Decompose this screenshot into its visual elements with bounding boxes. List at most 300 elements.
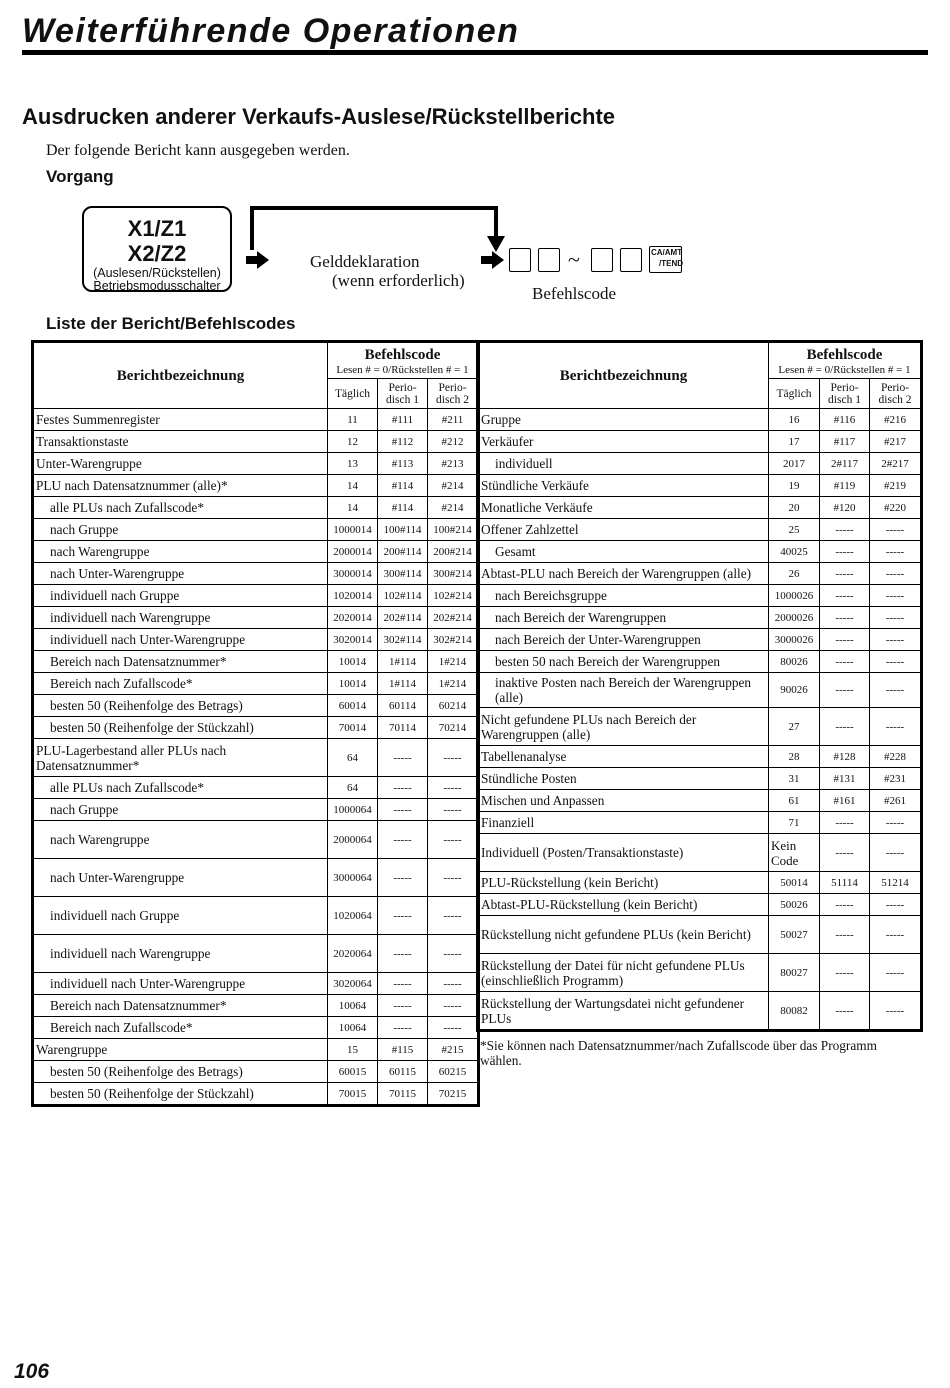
code-period1-cell: 200#114 — [378, 541, 428, 563]
code-period1-cell: 102#114 — [378, 585, 428, 607]
table-row — [479, 708, 921, 746]
code-period1-cell: ----- — [820, 541, 870, 563]
table-row — [34, 541, 478, 563]
code-period2-cell: ----- — [428, 1017, 478, 1039]
table-row — [34, 799, 478, 821]
mode-caption-1: (Auslesen/Rückstellen) — [93, 266, 221, 280]
code-period1-cell: 302#114 — [378, 629, 428, 651]
report-name-cell: nach Gruppe — [34, 519, 328, 541]
key-label-bottom: /TEND — [659, 259, 683, 268]
code-daily-cell: 80082 — [769, 992, 820, 1030]
report-name-cell: Nicht gefundene PLUs nach Bereich der Warengruppen (alle) — [479, 708, 769, 746]
code-period1-cell: #113 — [378, 453, 428, 475]
table-row — [34, 973, 478, 995]
intro-text: Der folgende Bericht kann ausgegeben werden. — [46, 142, 350, 159]
code-daily-cell: 15 — [328, 1039, 378, 1061]
code-period1-cell: #131 — [820, 768, 870, 790]
col-header-code — [328, 343, 478, 379]
report-name-cell: Warengruppe — [34, 1039, 328, 1061]
report-name-cell: Finanziell — [479, 812, 769, 834]
report-name-cell: Festes Summenregister — [34, 409, 328, 431]
report-name-cell: nach Warengruppe — [34, 821, 328, 859]
report-name-cell: nach Bereich der Unter-Warengruppen — [479, 629, 769, 651]
table-row — [479, 790, 921, 812]
code-period1-cell: 100#114 — [378, 519, 428, 541]
code-period2-cell: 202#214 — [428, 607, 478, 629]
report-name-cell: Monatliche Verkäufe — [479, 497, 769, 519]
code-period2-cell: ----- — [870, 541, 921, 563]
code-period2-cell: ----- — [870, 607, 921, 629]
code-period1-cell: ----- — [820, 585, 870, 607]
code-period1-cell: ----- — [378, 973, 428, 995]
mode-line-2: X2/Z2 — [127, 241, 187, 266]
read-reset-label: Lesen # = 0/Rückstellen # = 1 — [778, 363, 911, 376]
code-period2-cell: 70214 — [428, 717, 478, 739]
code-period1-cell: #114 — [378, 497, 428, 519]
report-name-cell: individuell — [479, 453, 769, 475]
table-row — [479, 651, 921, 673]
table-row — [34, 717, 478, 739]
report-name-cell: individuell nach Warengruppe — [34, 607, 328, 629]
report-table-left — [33, 342, 478, 1105]
report-name-cell: Verkäufer — [479, 431, 769, 453]
table-row — [34, 629, 478, 651]
code-period1-cell: ----- — [820, 629, 870, 651]
period1-line1: Perio- — [830, 381, 859, 394]
declaration-note: (wenn erforderlich) — [332, 271, 465, 290]
report-name-cell: PLU nach Datensatznummer (alle)* — [34, 475, 328, 497]
code-daily-cell: 1000014 — [328, 519, 378, 541]
report-name-cell: PLU-Lagerbestand aller PLUs nach Datensatznummer* — [34, 739, 328, 777]
code-period1-cell: #161 — [820, 790, 870, 812]
report-name-cell: Gesamt — [479, 541, 769, 563]
table-row — [34, 453, 478, 475]
period2-line2: disch 2 — [878, 393, 912, 406]
code-daily-cell: 2020064 — [328, 935, 378, 973]
col-header-daily: Täglich — [328, 379, 378, 409]
code-daily-cell: 3000014 — [328, 563, 378, 585]
code-period1-cell: ----- — [378, 821, 428, 859]
report-name-cell: Transaktionstaste — [34, 431, 328, 453]
command-code-label: Befehlscode — [532, 284, 617, 303]
code-period2-cell: ----- — [428, 935, 478, 973]
report-name-cell: Tabellenanalyse — [479, 746, 769, 768]
code-daily-cell: 12 — [328, 431, 378, 453]
code-period1-cell: ----- — [820, 708, 870, 746]
code-period1-cell: ----- — [820, 563, 870, 585]
code-period1-cell: 2#117 — [820, 453, 870, 475]
code-daily-cell: 10064 — [328, 995, 378, 1017]
period2-line1: Perio- — [438, 381, 467, 394]
code-daily-cell: 14 — [328, 475, 378, 497]
code-period2-cell: #213 — [428, 453, 478, 475]
code-period2-cell: #211 — [428, 409, 478, 431]
code-period2-cell: ----- — [870, 834, 921, 872]
mode-caption-2: Betriebsmodusschalter — [93, 279, 221, 293]
table-row — [479, 563, 921, 585]
table-row — [34, 607, 478, 629]
code-daily-cell: 3020014 — [328, 629, 378, 651]
table-row — [34, 585, 478, 607]
report-name-cell: Gruppe — [479, 409, 769, 431]
table-row — [34, 673, 478, 695]
table-row — [34, 995, 478, 1017]
code-daily-cell: 71 — [769, 812, 820, 834]
code-period1-cell: 202#114 — [378, 607, 428, 629]
code-period1-cell: ----- — [378, 739, 428, 777]
code-daily-cell: 3020064 — [328, 973, 378, 995]
table-row — [34, 859, 478, 897]
table-row — [479, 992, 921, 1030]
table-row — [479, 768, 921, 790]
code-daily-cell: 80027 — [769, 954, 820, 992]
period2-line2: disch 2 — [436, 393, 469, 406]
code-period2-cell: ----- — [870, 894, 921, 916]
table-row — [34, 1017, 478, 1039]
report-table-right — [478, 342, 921, 1030]
report-name-cell: besten 50 (Reihenfolge der Stückzahl) — [34, 1083, 328, 1105]
code-period2-cell: #216 — [870, 409, 921, 431]
table-row — [479, 812, 921, 834]
table-row — [479, 541, 921, 563]
page-number: 106 — [14, 1360, 50, 1383]
code-period1-cell: ----- — [378, 799, 428, 821]
table-row — [34, 563, 478, 585]
code-daily-cell: 31 — [769, 768, 820, 790]
table-row — [34, 475, 478, 497]
table-row — [479, 453, 921, 475]
report-name-cell: nach Warengruppe — [34, 541, 328, 563]
col-header-period1 — [378, 379, 428, 409]
table-row — [479, 834, 921, 872]
code-period2-cell: ----- — [870, 992, 921, 1030]
table-row — [34, 519, 478, 541]
col-header-daily: Täglich — [769, 379, 820, 409]
table-row — [479, 431, 921, 453]
code-period2-cell: ----- — [870, 673, 921, 708]
code-daily-cell: 17 — [769, 431, 820, 453]
code-period1-cell: ----- — [820, 954, 870, 992]
bypass-arrowhead — [487, 236, 505, 252]
code-period2-cell: ----- — [870, 651, 921, 673]
code-daily-cell: 70014 — [328, 717, 378, 739]
report-name-cell: Stündliche Posten — [479, 768, 769, 790]
table-row — [34, 1061, 478, 1083]
report-name-cell: Mischen und Anpassen — [479, 790, 769, 812]
report-name-cell: besten 50 (Reihenfolge des Betrags) — [34, 695, 328, 717]
code-period1-cell: #111 — [378, 409, 428, 431]
code-daily-cell: 1000026 — [769, 585, 820, 607]
report-name-cell: besten 50 nach Bereich der Warengruppen — [479, 651, 769, 673]
code-period1-cell: ----- — [378, 777, 428, 799]
report-name-cell: nach Unter-Warengruppe — [34, 563, 328, 585]
code-daily-cell: 60014 — [328, 695, 378, 717]
report-name-cell: nach Unter-Warengruppe — [34, 859, 328, 897]
table-row — [479, 519, 921, 541]
numeric-key — [620, 248, 642, 272]
code-daily-cell: 27 — [769, 708, 820, 746]
code-period1-cell: ----- — [378, 935, 428, 973]
table-row — [479, 497, 921, 519]
report-name-cell: Rückstellung nicht gefundene PLUs (kein Bericht) — [479, 916, 769, 954]
code-daily-cell: 19 — [769, 475, 820, 497]
table-row — [34, 1039, 478, 1061]
code-period2-cell: ----- — [428, 739, 478, 777]
code-daily-cell: 14 — [328, 497, 378, 519]
code-daily-cell: 1020064 — [328, 897, 378, 935]
code-daily-cell: 61 — [769, 790, 820, 812]
code-period2-cell: 102#214 — [428, 585, 478, 607]
code-period1-cell: ----- — [820, 894, 870, 916]
code-period2-cell: ----- — [428, 799, 478, 821]
code-daily-cell: Kein Code — [769, 834, 820, 872]
col-header-name: Berichtbezeichnung — [479, 343, 769, 409]
code-period1-cell: #116 — [820, 409, 870, 431]
code-header-label: Befehlscode — [364, 346, 441, 363]
table-row — [479, 954, 921, 992]
col-header-period2 — [870, 379, 921, 409]
table-row — [34, 777, 478, 799]
code-daily-cell: 60015 — [328, 1061, 378, 1083]
code-period2-cell: 51214 — [870, 872, 921, 894]
mode-line-1: X1/Z1 — [127, 216, 187, 241]
code-daily-cell: 64 — [328, 739, 378, 777]
code-daily-cell: 2000064 — [328, 821, 378, 859]
code-daily-cell: 2000014 — [328, 541, 378, 563]
code-daily-cell: 90026 — [769, 673, 820, 708]
report-name-cell: Bereich nach Zufallscode* — [34, 673, 328, 695]
code-period2-cell: ----- — [428, 777, 478, 799]
tilde-symbol: ~ — [568, 247, 580, 272]
report-name-cell: Unter-Warengruppe — [34, 453, 328, 475]
report-name-cell: nach Bereich der Warengruppen — [479, 607, 769, 629]
table-row — [34, 1083, 478, 1105]
code-period2-cell: 302#214 — [428, 629, 478, 651]
list-heading: Liste der Bericht/Befehlscodes — [46, 314, 296, 333]
code-period2-cell: #219 — [870, 475, 921, 497]
code-daily-cell: 26 — [769, 563, 820, 585]
code-period2-cell: #220 — [870, 497, 921, 519]
code-header-label: Befehlscode — [806, 346, 883, 363]
col-header-name: Berichtbezeichnung — [34, 343, 328, 409]
code-daily-cell: 70015 — [328, 1083, 378, 1105]
code-daily-cell: 20 — [769, 497, 820, 519]
code-period2-cell: ----- — [428, 859, 478, 897]
report-name-cell: alle PLUs nach Zufallscode* — [34, 777, 328, 799]
code-daily-cell: 1020014 — [328, 585, 378, 607]
period1-line2: disch 1 — [828, 393, 861, 406]
table-row — [34, 497, 478, 519]
report-name-cell: individuell nach Unter-Warengruppe — [34, 629, 328, 651]
ca-amt-tend-key — [649, 246, 682, 273]
table-row — [34, 431, 478, 453]
code-daily-cell: 80026 — [769, 651, 820, 673]
report-name-cell: Stündliche Verkäufe — [479, 475, 769, 497]
code-period2-cell: ----- — [870, 563, 921, 585]
code-period1-cell: ----- — [820, 834, 870, 872]
declaration-label: Gelddeklaration — [310, 252, 420, 271]
code-period2-cell: ----- — [870, 708, 921, 746]
arrow-right-icon — [246, 251, 269, 269]
code-period2-cell: 60215 — [428, 1061, 478, 1083]
report-name-cell: individuell nach Warengruppe — [34, 935, 328, 973]
code-period2-cell: #212 — [428, 431, 478, 453]
code-daily-cell: 50014 — [769, 872, 820, 894]
code-daily-cell: 25 — [769, 519, 820, 541]
report-name-cell: individuell nach Gruppe — [34, 585, 328, 607]
code-period1-cell: 51114 — [820, 872, 870, 894]
table-row — [34, 409, 478, 431]
procedure-heading: Vorgang — [46, 167, 114, 186]
code-period2-cell: 100#214 — [428, 519, 478, 541]
code-period1-cell: 1#114 — [378, 673, 428, 695]
report-name-cell: Rückstellung der Datei für nicht gefundene PLUs (einschließlich Programm) — [479, 954, 769, 992]
col-header-code — [769, 343, 921, 379]
code-period2-cell: ----- — [870, 954, 921, 992]
report-name-cell: Bereich nach Zufallscode* — [34, 1017, 328, 1039]
code-period1-cell: ----- — [820, 673, 870, 708]
read-reset-label: Lesen # = 0/Rückstellen # = 1 — [336, 363, 469, 376]
report-name-cell: Abtast-PLU-Rückstellung (kein Bericht) — [479, 894, 769, 916]
code-daily-cell: 40025 — [769, 541, 820, 563]
code-period1-cell: #117 — [820, 431, 870, 453]
report-name-cell: individuell nach Gruppe — [34, 897, 328, 935]
code-daily-cell: 64 — [328, 777, 378, 799]
table-row — [34, 821, 478, 859]
report-name-cell: PLU-Rückstellung (kein Bericht) — [479, 872, 769, 894]
period2-line1: Perio- — [880, 381, 910, 394]
code-daily-cell: 28 — [769, 746, 820, 768]
code-daily-cell: 10064 — [328, 1017, 378, 1039]
code-period1-cell: 1#114 — [378, 651, 428, 673]
code-period2-cell: 60214 — [428, 695, 478, 717]
report-name-cell: besten 50 (Reihenfolge des Betrags) — [34, 1061, 328, 1083]
report-name-cell: alle PLUs nach Zufallscode* — [34, 497, 328, 519]
code-period2-cell: #215 — [428, 1039, 478, 1061]
code-daily-cell: 50026 — [769, 894, 820, 916]
period1-line2: disch 1 — [386, 393, 419, 406]
table-row — [479, 409, 921, 431]
code-period2-cell: ----- — [870, 585, 921, 607]
code-period1-cell: #112 — [378, 431, 428, 453]
code-period1-cell: #115 — [378, 1039, 428, 1061]
report-name-cell: nach Bereichsgruppe — [479, 585, 769, 607]
code-period1-cell: 70114 — [378, 717, 428, 739]
report-name-cell: Individuell (Posten/Transaktionstaste) — [479, 834, 769, 872]
page-title: Weiterführende Operationen — [22, 12, 520, 50]
code-period2-cell: ----- — [870, 812, 921, 834]
code-period2-cell: ----- — [428, 821, 478, 859]
code-daily-cell: 11 — [328, 409, 378, 431]
table-row — [34, 695, 478, 717]
code-period1-cell: #119 — [820, 475, 870, 497]
code-period1-cell: 60114 — [378, 695, 428, 717]
key-label-top: CA/AMT — [651, 248, 683, 257]
code-period1-cell: 60115 — [378, 1061, 428, 1083]
code-daily-cell: 10014 — [328, 651, 378, 673]
procedure-arrows — [0, 0, 950, 320]
bypass-line — [252, 208, 496, 250]
table-row — [479, 916, 921, 954]
code-period1-cell: 70115 — [378, 1083, 428, 1105]
numeric-key — [509, 248, 531, 272]
code-period2-cell: 1#214 — [428, 673, 478, 695]
table-row — [479, 894, 921, 916]
table-row — [479, 746, 921, 768]
code-period1-cell: ----- — [378, 859, 428, 897]
code-period2-cell: #217 — [870, 431, 921, 453]
report-name-cell: besten 50 (Reihenfolge der Stückzahl) — [34, 717, 328, 739]
code-period2-cell: #214 — [428, 475, 478, 497]
code-period1-cell: ----- — [378, 897, 428, 935]
arrow-right-icon — [481, 251, 504, 269]
code-daily-cell: 10014 — [328, 673, 378, 695]
numeric-key — [591, 248, 613, 272]
code-daily-cell: 16 — [769, 409, 820, 431]
table-row — [34, 897, 478, 935]
code-daily-cell: 2020014 — [328, 607, 378, 629]
report-name-cell: Bereich nach Datensatznummer* — [34, 651, 328, 673]
code-period1-cell: ----- — [820, 916, 870, 954]
table-row — [479, 585, 921, 607]
col-header-period2 — [428, 379, 478, 409]
code-period2-cell: #228 — [870, 746, 921, 768]
table-row — [34, 651, 478, 673]
code-period1-cell: #114 — [378, 475, 428, 497]
code-period2-cell: 300#214 — [428, 563, 478, 585]
report-name-cell: individuell nach Unter-Warengruppe — [34, 973, 328, 995]
col-header-period1 — [820, 379, 870, 409]
code-period2-cell: ----- — [870, 519, 921, 541]
table-row — [34, 739, 478, 777]
report-name-cell: Bereich nach Datensatznummer* — [34, 995, 328, 1017]
section-title: Ausdrucken anderer Verkaufs-Auslese/Rückstellberichte — [22, 104, 616, 129]
code-period1-cell: ----- — [378, 1017, 428, 1039]
table-row — [479, 673, 921, 708]
table-row — [479, 629, 921, 651]
code-period2-cell: 70215 — [428, 1083, 478, 1105]
numeric-key — [538, 248, 560, 272]
table-row — [34, 935, 478, 973]
code-period2-cell: #214 — [428, 497, 478, 519]
code-period2-cell: ----- — [870, 916, 921, 954]
code-daily-cell: 2000026 — [769, 607, 820, 629]
report-name-cell: Abtast-PLU nach Bereich der Warengruppen (alle) — [479, 563, 769, 585]
code-period2-cell: 200#214 — [428, 541, 478, 563]
period1-line1: Perio- — [388, 381, 417, 394]
report-name-cell: Offener Zahlzettel — [479, 519, 769, 541]
code-period1-cell: 300#114 — [378, 563, 428, 585]
code-daily-cell: 50027 — [769, 916, 820, 954]
code-period2-cell: 2#217 — [870, 453, 921, 475]
report-name-cell: nach Gruppe — [34, 799, 328, 821]
code-period1-cell: ----- — [820, 992, 870, 1030]
code-period2-cell: ----- — [428, 973, 478, 995]
table-row — [479, 607, 921, 629]
table-row — [479, 475, 921, 497]
report-name-cell: Rückstellung der Wartungsdatei nicht gefundener PLUs — [479, 992, 769, 1030]
code-period2-cell: ----- — [428, 995, 478, 1017]
report-name-cell: inaktive Posten nach Bereich der Warengruppen (alle) — [479, 673, 769, 708]
code-period1-cell: ----- — [820, 607, 870, 629]
code-period1-cell: #120 — [820, 497, 870, 519]
code-period1-cell: ----- — [820, 812, 870, 834]
code-daily-cell: 3000026 — [769, 629, 820, 651]
code-period1-cell: ----- — [820, 519, 870, 541]
code-period1-cell: ----- — [378, 995, 428, 1017]
code-daily-cell: 13 — [328, 453, 378, 475]
code-period2-cell: 1#214 — [428, 651, 478, 673]
